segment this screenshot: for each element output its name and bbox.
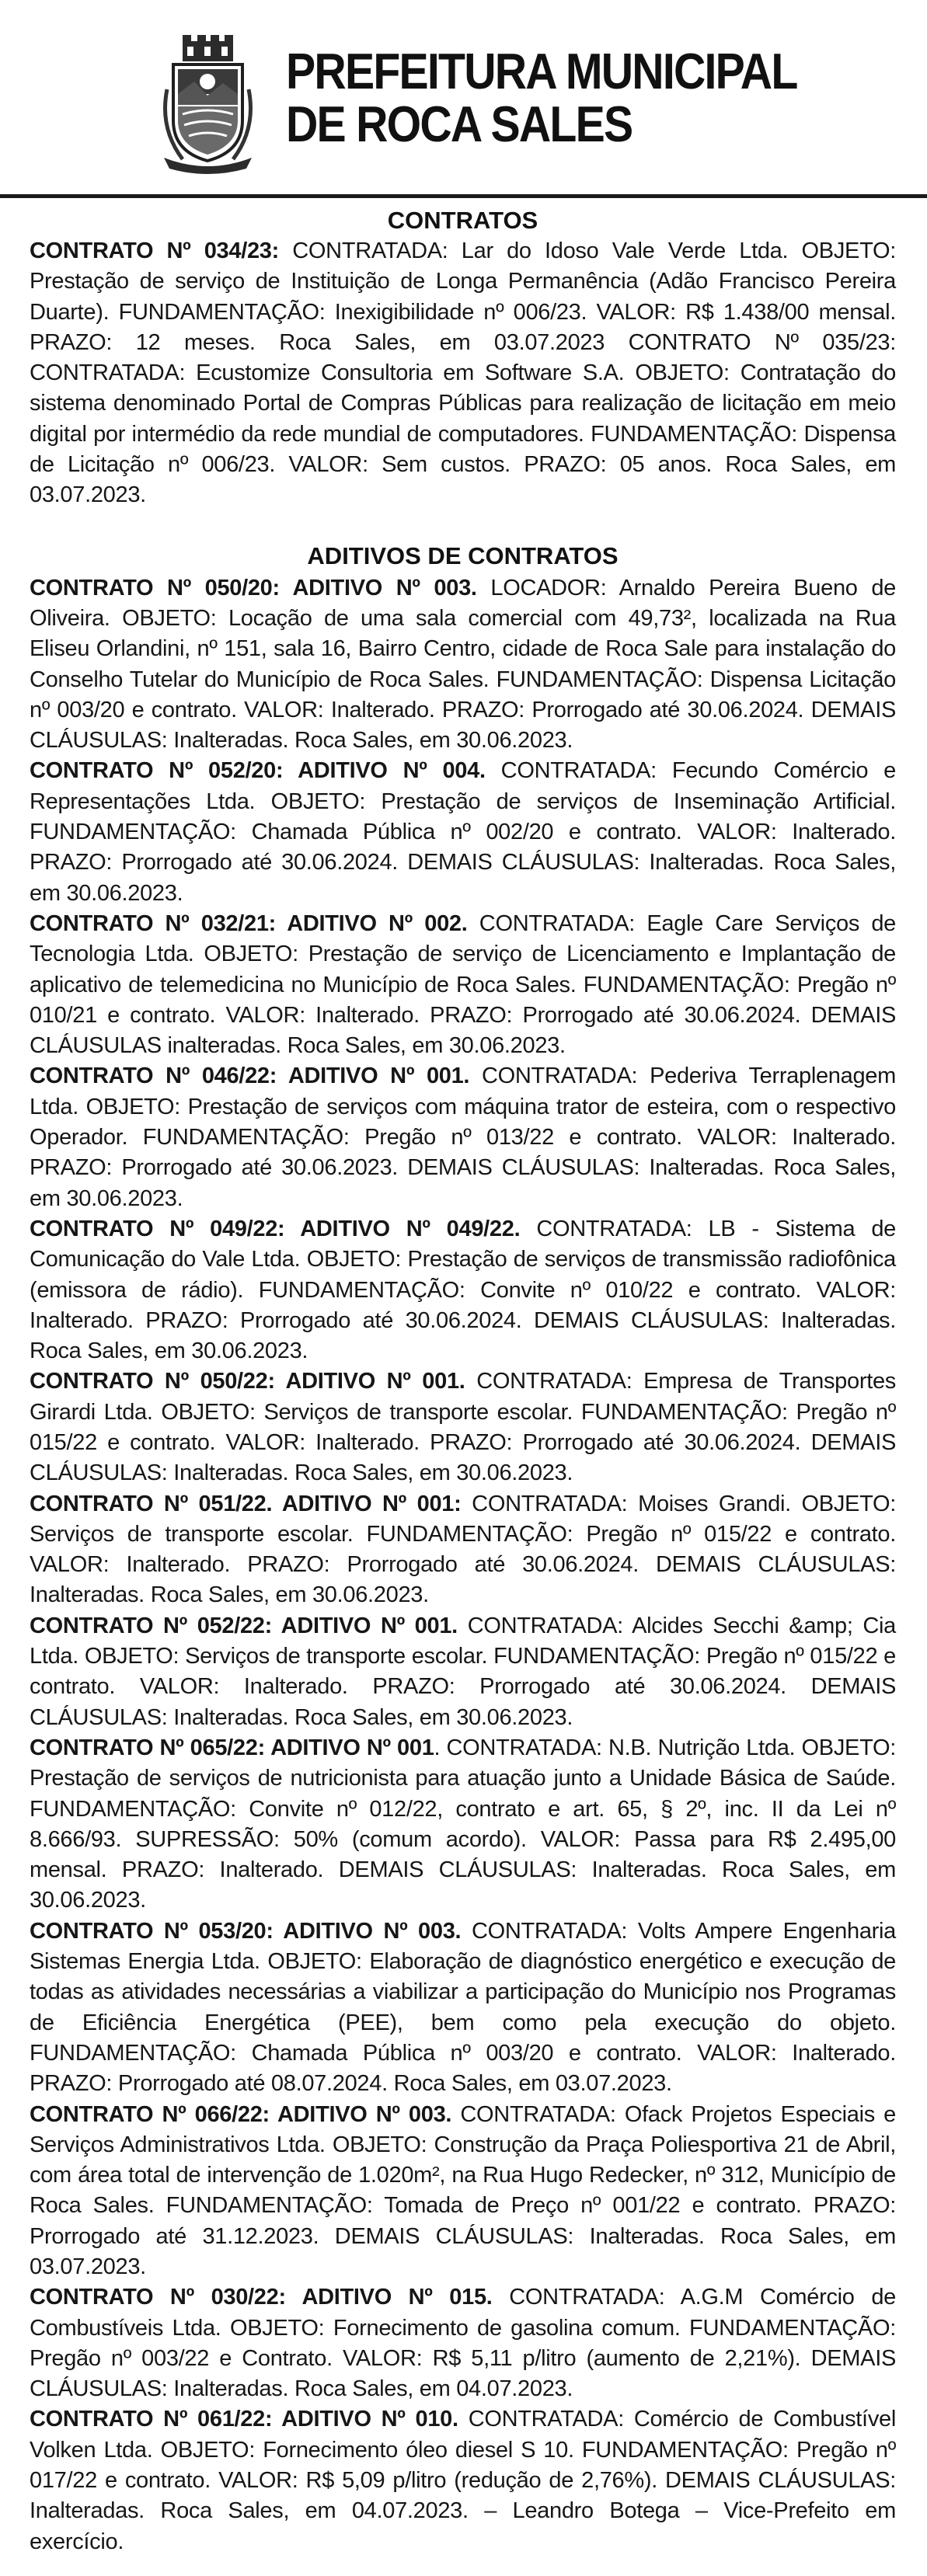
municipal-crest-icon xyxy=(159,35,256,175)
contract-text: . CONTRATADA: N.B. Nutrição Ltda. OBJETO: Prestação de serviços de nutricionista para atuação junto a Unidade Básica de Saúde. FUNDAMENTAÇÃO: Convite nº 012/22, contrato e art. 65, § 2º, inc. II da Lei nº 8.666/93. SUPRESSÃO: 50% (comum acordo). VALOR: Passa para R$ 2.495,00 mensal. PRAZO: Inalterado. DEMAIS CLÁUSULAS: Inalteradas. Roca Sales, em 30.06.2023. xyxy=(30,1735,896,1913)
contract-text: CONTRATADA: Volts Ampere Engenharia Sistemas Energia Ltda. OBJETO: Elaboração de diagnóstico energético e execução de todas as atividades necessárias a viabilizar a participação do Município nos Programas de Eficiência Energética (PEE), bem como pela execução do objeto. FUNDAMENTAÇÃO: Chamada Pública nº 003/20 e contrato. VALOR: Inalterado. PRAZO: Prorrogado até 08.07.2024. Roca Sales, em 03.07.2023. xyxy=(30,1918,896,2097)
contract-heading: CONTRATO Nº 053/20: ADITIVO Nº 003. xyxy=(30,1918,462,1944)
contract-entry xyxy=(30,1366,896,1488)
header-divider xyxy=(0,194,927,198)
title-line-1: PREFEITURA MUNICIPAL xyxy=(286,43,797,99)
section-title-contratos: CONTRATOS xyxy=(387,207,538,234)
contract-heading: CONTRATO Nº 030/22: ADITIVO Nº 015. xyxy=(30,2285,493,2310)
contract-heading: CONTRATO Nº 052/22: ADITIVO Nº 001. xyxy=(30,1613,458,1638)
section-title-aditivos: ADITIVOS DE CONTRATOS xyxy=(307,541,619,569)
page-header xyxy=(0,0,927,204)
contract-entry xyxy=(30,909,896,1061)
contract-entry xyxy=(30,1916,896,2100)
contract-entry xyxy=(30,236,896,511)
contract-heading: CONTRATO Nº 061/22: ADITIVO Nº 010. xyxy=(30,2407,458,2432)
contract-entry xyxy=(30,2404,896,2557)
contract-text: CONTRATADA: Pederiva Terraplenagem Ltda. OBJETO: Prestação de serviços com máquina trator de esteira, com o respectivo Operador. FUNDAMENTAÇÃO: Pregão nº 013/22 e contrato. VALOR: Inalterado. PRAZO: Prorrogado até 30.06.2023. DEMAIS CLÁUSULAS: Inalteradas. Roca Sales, em 30.06.2023. xyxy=(30,1063,896,1211)
contract-heading: CONTRATO Nº 046/22: ADITIVO Nº 001. xyxy=(30,1063,470,1089)
contract-entry xyxy=(30,1489,896,1611)
contract-entry xyxy=(30,1214,896,1366)
contract-text: CONTRATADA: Alcides Secchi &amp; Cia Ltda. OBJETO: Serviços de transporte escolar. FUNDAMENTAÇÃO: Pregão nº 015/22 e contrato. VALOR: Inalterado. PRAZO: Prorrogado até 30.06.2024. DEMAIS CLÁUSULAS: Inalteradas. Roca Sales, em 30.06.2023. xyxy=(30,1613,896,1730)
contract-text: CONTRATADA: LB - Sistema de Comunicação do Vale Ltda. OBJETO: Prestação de serviços de transmissão radiofônica (emissora de rádio). FUNDAMENTAÇÃO: Convite nº 010/22 e contrato. VALOR: Inalterado. PRAZO: Prorrogado até 30.06.2024. DEMAIS CLÁUSULAS: Inalteradas. Roca Sales, em 30.06.2023. xyxy=(30,1216,896,1364)
contract-entry xyxy=(30,1611,896,1733)
contract-text: LOCADOR: Arnaldo Pereira Bueno de Oliveira. OBJETO: Locação de uma sala comercial com 49,73², localizada na Rua Eliseu Orlandini, nº 151, sala 16, Bairro Centro, cidade de Roca Sale para instalação do Conselho Tutelar do Município de Roca Sales. FUNDAMENTAÇÃO: Dispensa Licitação nº 003/20 e contrato. VALOR: Inalterado. PRAZO: Prorrogado até 30.06.2024. DEMAIS CLÁUSULAS: Inalteradas. Roca Sales, em 30.06.2023. xyxy=(30,575,896,754)
contract-heading: CONTRATO Nº 065/22: ADITIVO Nº 001 xyxy=(30,1735,434,1760)
contract-text: CONTRATADA: Ofack Projetos Especiais e Serviços Administrativos Ltda. OBJETO: Construção da Praça Poliesportiva 21 de Abril, com área total de intervenção de 1.020m², na Rua Hugo Redecker, nº 312, Município de Roca Sales. FUNDAMENTAÇÃO: Tomada de Preço nº 001/22 e contrato. PRAZO: Prorrogado até 31.12.2023. DEMAIS CLÁUSULAS: Inalteradas. Roca Sales, em 03.07.2023. xyxy=(30,2101,896,2279)
contract-text: CONTRATADA: Comércio de Combustível Volken Ltda. OBJETO: Fornecimento óleo diesel S 10. FUNDAMENTAÇÃO: Pregão nº 017/22 e contrato. VALOR: R$ 5,09 p/litro (redução de 2,76%). DEMAIS CLÁUSULAS: Inalteradas. Roca Sales, em 04.07.2023. – Leandro Botega – Vice-Prefeito em exercício. xyxy=(30,2407,896,2554)
contract-entry xyxy=(30,756,896,908)
contract-text: CONTRATADA: Lar do Idoso Vale Verde Ltda. OBJETO: Prestação de serviço de Instituição de Longa Permanência (Adão Francisco Pereira Duarte). FUNDAMENTAÇÃO: Inexigibilidade nº 006/23. VALOR: R$ 1.438/00 mensal. PRAZO: 12 meses. Roca Sales, em 03.07.2023 CONTRATO Nº 035/23: CONTRATADA: Ecustomize Consultoria em Software S.A. OBJETO: Contratação do sistema denominado Portal de Compras Públicas para realização de licitação em meio digital por intermédio da rede mundial de computadores. FUNDAMENTAÇÃO: Dispensa de Licitação nº 006/23. VALOR: Sem custos. PRAZO: 05 anos. Roca Sales, em 03.07.2023. xyxy=(30,238,896,508)
contract-entry xyxy=(30,1733,896,1916)
contract-heading: CONTRATO Nº 034/23: xyxy=(30,238,279,263)
contract-entry xyxy=(30,573,896,757)
contract-entry xyxy=(30,2282,896,2404)
contract-heading: CONTRATO Nº 050/22: ADITIVO Nº 001. xyxy=(30,1369,465,1394)
contract-text: CONTRATADA: Moises Grandi. OBJETO: Serviços de transporte escolar. FUNDAMENTAÇÃO: Pregão nº 015/22 e contrato. VALOR: Inalterado. PRAZO: Prorrogado até 30.06.2024. DEMAIS CLÁUSULAS: Inalteradas. Roca Sales, em 30.06.2023. xyxy=(30,1491,896,1608)
contract-heading: CONTRATO Nº 032/21: ADITIVO Nº 002. xyxy=(30,910,468,936)
contract-heading: CONTRATO Nº 049/22: ADITIVO Nº 049/22. xyxy=(30,1216,521,1241)
contract-entry xyxy=(30,1061,896,1213)
contract-text: CONTRATADA: A.G.M Comércio de Combustíveis Ltda. OBJETO: Fornecimento de gasolina comum. FUNDAMENTAÇÃO: Pregão nº 003/22 e Contrato. VALOR: R$ 5,11 p/litro (aumento de 2,21%). DEMAIS CLÁUSULAS: Inalteradas. Roca Sales, em 04.07.2023. xyxy=(30,2285,896,2402)
contract-heading: CONTRATO Nº 066/22: ADITIVO Nº 003. xyxy=(30,2101,452,2127)
contract-entry xyxy=(30,2100,896,2283)
contract-text: CONTRATADA: Fecundo Comércio e Representações Ltda. OBJETO: Prestação de serviços de Inseminação Artificial. FUNDAMENTAÇÃO: Chamada Pública nº 002/20 e contrato. VALOR: Inalterado. PRAZO: Prorrogado até 30.06.2024. DEMAIS CLÁUSULAS: Inalteradas. Roca Sales, em 30.06.2023. xyxy=(30,758,896,906)
document-body xyxy=(30,208,896,2557)
page-title xyxy=(286,45,797,151)
title-line-2: DE ROCA SALES xyxy=(286,96,633,152)
contract-text: CONTRATADA: Empresa de Transportes Girardi Ltda. OBJETO: Serviços de transporte escolar. FUNDAMENTAÇÃO: Pregão nº 015/22 e contrato. VALOR: Inalterado. PRAZO: Prorrogado até 30.06.2024. DEMAIS CLÁUSULAS: Inalteradas. Roca Sales, em 30.06.2023. xyxy=(30,1369,896,1486)
contract-heading: CONTRATO Nº 050/20: ADITIVO Nº 003. xyxy=(30,575,477,600)
contract-heading: CONTRATO Nº 051/22. ADITIVO Nº 001: xyxy=(30,1491,462,1516)
contract-heading: CONTRATO Nº 052/20: ADITIVO Nº 004. xyxy=(30,758,486,784)
contract-text: CONTRATADA: Eagle Care Serviços de Tecnologia Ltda. OBJETO: Prestação de serviço de Licenciamento e Implantação de aplicativo de telemedicina no Município de Roca Sales. FUNDAMENTAÇÃO: Pregão nº 010/21 e contrato. VALOR: Inalterado. PRAZO: Prorrogado até 30.06.2024. DEMAIS CLÁUSULAS inalteradas. Roca Sales, em 30.06.2023. xyxy=(30,910,896,1059)
